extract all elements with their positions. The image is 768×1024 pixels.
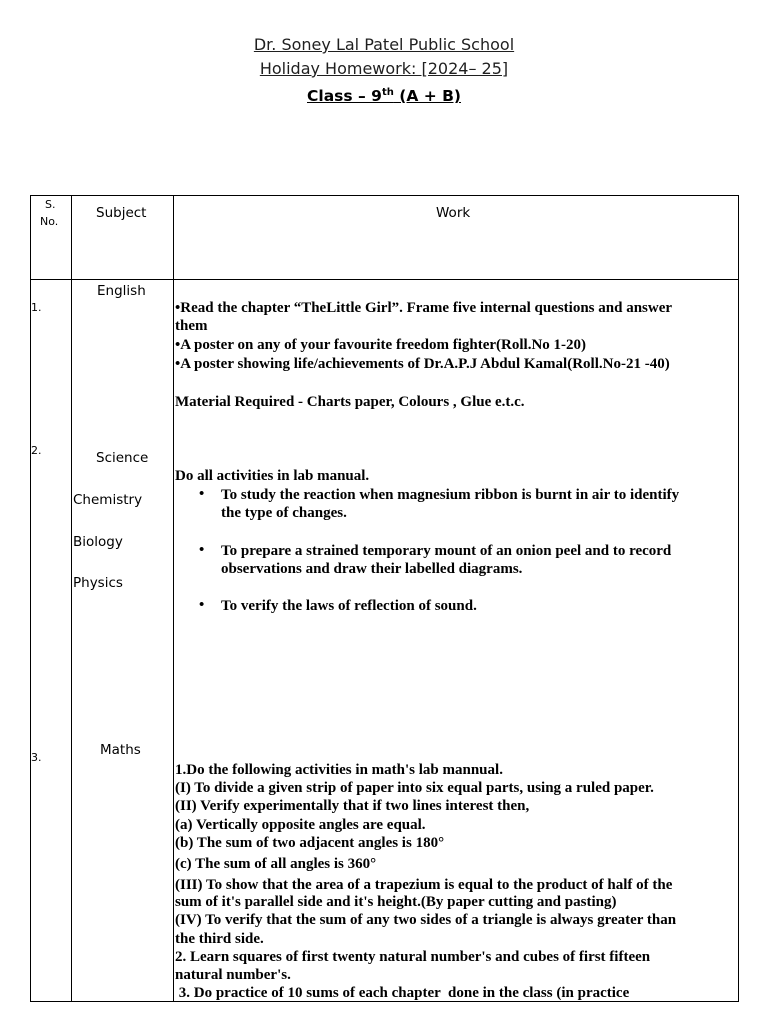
table-border-top xyxy=(30,195,739,196)
col-header-subject: Subject xyxy=(96,205,147,221)
maths-work-line-4: (a) Vertically opposite angles are equal. xyxy=(175,817,426,833)
school-name: Dr. Soney Lal Patel Public School xyxy=(253,35,515,54)
maths-work-line-6: (c) The sum of all angles is 360° xyxy=(175,856,377,872)
table-border-left xyxy=(30,195,31,1002)
science-bullet-3-line-1: To verify the laws of reflection of sound. xyxy=(221,598,477,614)
english-material-required: Material Required - Charts paper, Colours , Glue e.t.c. xyxy=(175,394,525,410)
row-2-subject: Science xyxy=(96,450,149,466)
english-work-line-2: them xyxy=(175,318,208,334)
english-work-line-4: •A poster showing life/achievements of Dr.A.P.J Abdul Kamal(Roll.No-21 -40) xyxy=(175,356,670,372)
bullet-dot-icon: • xyxy=(199,542,205,558)
bullet-dot-icon: • xyxy=(199,597,205,613)
english-work-line-3: •A poster on any of your favourite freedom fighter(Roll.No 1-20) xyxy=(175,337,587,353)
maths-work-line-10: the third side. xyxy=(175,931,264,947)
maths-work-line-3: (II) Verify experimentally that if two lines interest then, xyxy=(175,798,530,814)
maths-work-line-11: 2. Learn squares of first twenty natural number's and cubes of first fifteen xyxy=(175,949,651,965)
table-border-right xyxy=(738,195,739,1002)
row-3-subject: Maths xyxy=(100,742,141,758)
table-col-divider-1 xyxy=(71,195,72,1002)
maths-work-line-9: (IV) To verify that the sum of any two sides of a triangle is always greater than xyxy=(175,912,677,928)
col-header-sno-2: No. xyxy=(40,215,59,228)
class-sup: th xyxy=(381,87,394,98)
class-prefix: Class – 9 xyxy=(307,87,382,106)
science-intro: Do all activities in lab manual. xyxy=(175,468,370,484)
sub-subject-chemistry: Chemistry xyxy=(73,492,143,508)
class-title xyxy=(0,82,768,107)
science-bullet-2-line-1: To prepare a strained temporary mount of an onion peel and to record xyxy=(221,543,672,559)
row-1-sno: 1. xyxy=(31,301,42,314)
col-header-sno-1: S. xyxy=(45,198,56,211)
maths-work-line-8: sum of it's parallel side and it's height.(By paper cutting and pasting) xyxy=(175,894,617,910)
sub-subject-biology: Biology xyxy=(73,534,123,550)
maths-work-line-2: (I) To divide a given strip of paper into six equal parts, using a ruled paper. xyxy=(175,780,654,796)
bullet-dot-icon: • xyxy=(199,486,205,502)
homework-title: Holiday Homework: [2024– 25] xyxy=(259,59,509,78)
maths-work-line-5: (b) The sum of two adjacent angles is 180° xyxy=(175,835,445,851)
english-work-line-1: •Read the chapter “TheLittle Girl”. Frame five internal questions and answer xyxy=(175,300,673,316)
col-header-work: Work xyxy=(436,205,471,221)
maths-work-line-7: (III) To show that the area of a trapezium is equal to the product of half of the xyxy=(175,877,673,893)
maths-work-line-1: 1.Do the following activities in math's lab mannual. xyxy=(175,762,503,778)
table-header-divider xyxy=(30,279,739,280)
science-bullet-2-line-2: observations and draw their labelled diagrams. xyxy=(221,561,523,577)
row-2-sno: 2. xyxy=(31,444,42,457)
maths-work-line-12: natural number's. xyxy=(175,967,291,983)
sub-subject-physics: Physics xyxy=(73,575,123,591)
row-3-sno: 3. xyxy=(31,751,42,764)
class-suffix: (A + B) xyxy=(393,87,461,106)
table-col-divider-2 xyxy=(173,195,174,1002)
science-bullet-1-line-1: To study the reaction when magnesium ribbon is burnt in air to identify xyxy=(221,487,680,503)
science-bullet-1-line-2: the type of changes. xyxy=(221,505,347,521)
maths-work-line-13: 3. Do practice of 10 sums of each chapter done in the class (in practice xyxy=(175,985,630,1001)
row-1-subject: English xyxy=(97,283,146,299)
